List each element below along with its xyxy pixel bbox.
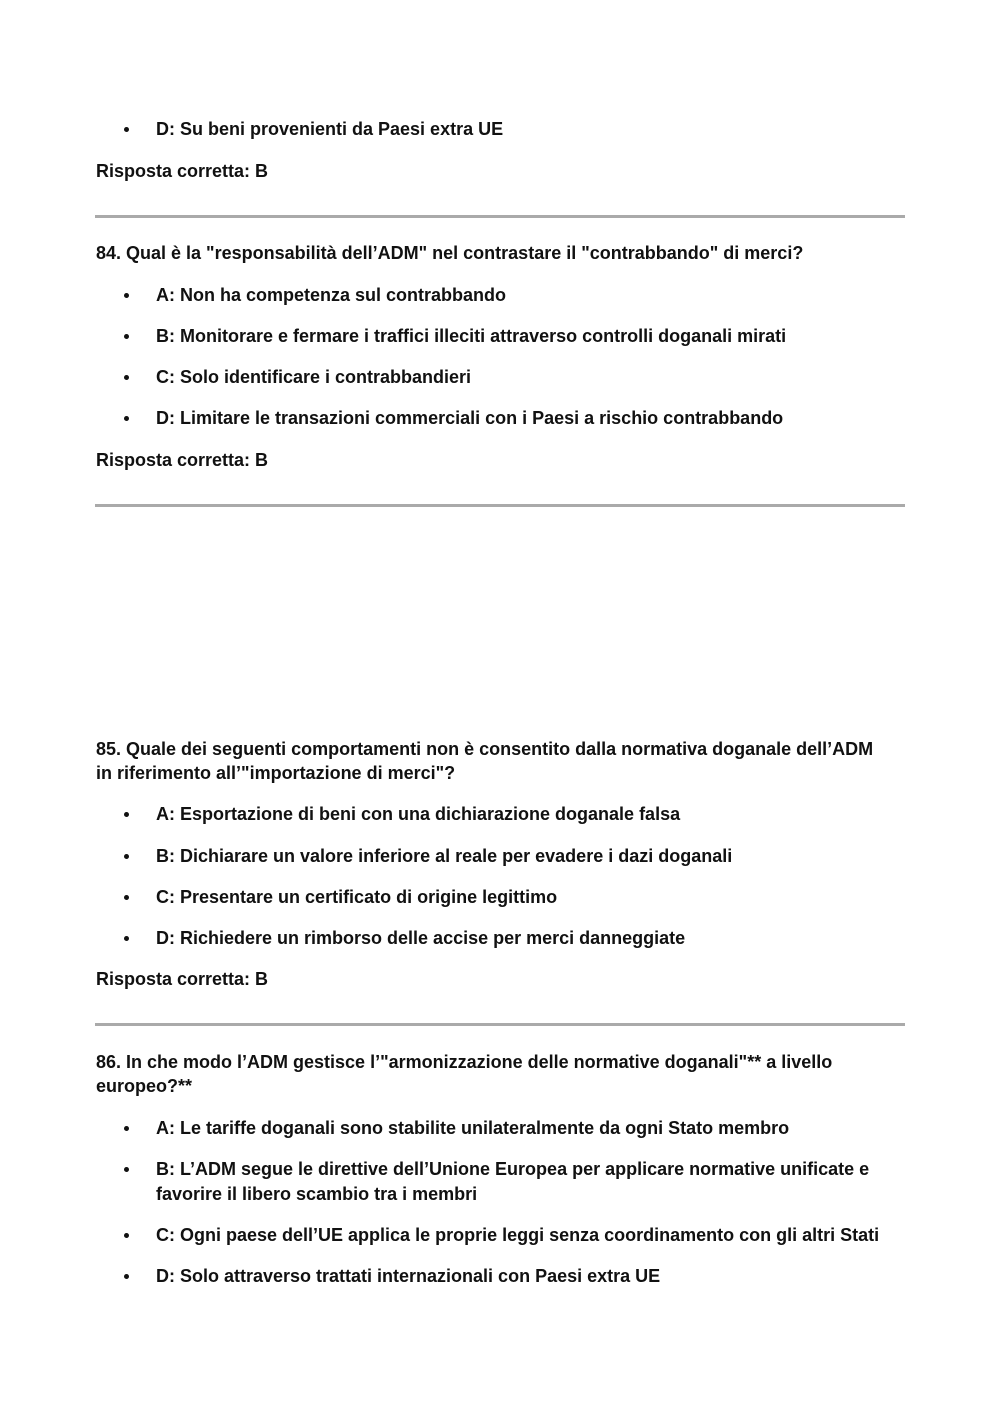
option-text: D: Su beni provenienti da Paesi extra UE [156, 119, 504, 139]
divider [95, 1023, 905, 1026]
bullet-icon [124, 812, 129, 817]
option-text: D: Limitare le transazioni commerciali con i Paesi a rischio contrabbando [156, 408, 784, 428]
bullet-icon [124, 375, 129, 380]
option-text: C: Solo identificare i contrabbandieri [156, 367, 472, 387]
bullet-icon [124, 895, 129, 900]
divider [95, 504, 905, 507]
option-text: B: Monitorare e fermare i traffici illeciti attraverso controlli doganali mirati [156, 326, 787, 346]
option-text: D: Solo attraverso trattati internazionali con Paesi extra UE [156, 1266, 661, 1286]
bullet-icon [124, 1233, 129, 1238]
bullet-icon [124, 416, 129, 421]
bullet-icon [124, 127, 129, 132]
question-text: 86. In che modo l’ADM gestisce l’"armonizzazione delle normative doganali"** a livello [96, 1052, 833, 1072]
bullet-icon [124, 936, 129, 941]
option-text: D: Richiedere un rimborso delle accise per merci danneggiate [156, 928, 686, 948]
bullet-icon [124, 1126, 129, 1131]
question-text: 84. Qual è la "responsabilità dell’ADM" nel contrastare il "contrabbando" di merci? [96, 243, 804, 263]
question-text-continued: in riferimento all’"importazione di merci"? [96, 763, 456, 783]
option-text: A: Le tariffe doganali sono stabilite unilateralmente da ogni Stato membro [156, 1118, 790, 1138]
option-text: C: Presentare un certificato di origine legittimo [156, 887, 558, 907]
question-text-continued: europeo?** [96, 1076, 193, 1096]
question-text: 85. Quale dei seguenti comportamenti non è consentito dalla normativa doganale dell’ADM [96, 739, 874, 759]
correct-answer: Risposta corretta: B [96, 969, 269, 989]
option-text: A: Non ha competenza sul contrabbando [156, 285, 507, 305]
option-text: A: Esportazione di beni con una dichiarazione doganale falsa [156, 804, 681, 824]
bullet-icon [124, 1274, 129, 1279]
option-text-continued: favorire il libero scambio tra i membri [156, 1184, 478, 1204]
option-text: C: Ogni paese dell’UE applica le proprie leggi senza coordinamento con gli altri Stati [156, 1225, 880, 1245]
bullet-icon [124, 854, 129, 859]
option-text: B: Dichiarare un valore inferiore al reale per evadere i dazi doganali [156, 846, 733, 866]
correct-answer: Risposta corretta: B [96, 450, 269, 470]
correct-answer: Risposta corretta: B [96, 161, 269, 181]
bullet-icon [124, 334, 129, 339]
divider [95, 215, 905, 218]
option-text: B: L’ADM segue le direttive dell’Unione Europea per applicare normative unificate e [156, 1159, 870, 1179]
bullet-icon [124, 293, 129, 298]
bullet-icon [124, 1167, 129, 1172]
